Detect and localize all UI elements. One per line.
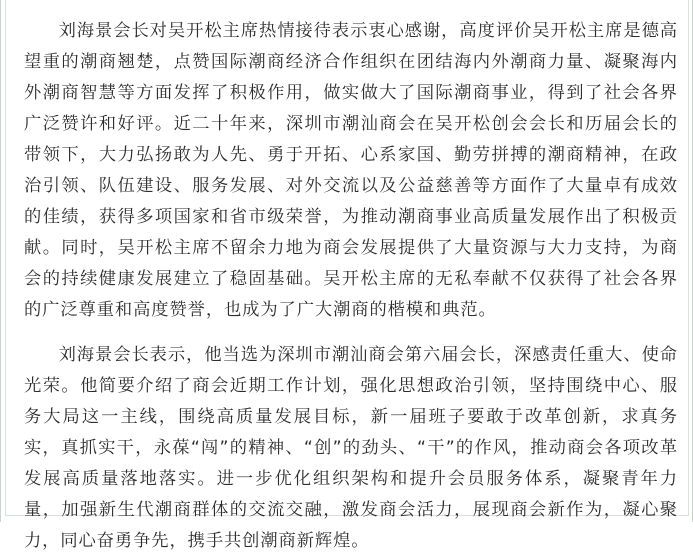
paragraph-2: 刘海景会长表示，他当选为深圳市潮汕商会第六届会长，深感责任重大、使命光荣。他简要介绍了商会近期工作计划，强化思想政治引领，坚持围绕中心、服务大局这一主线，围绕高质量发展目标，新一届班子要敢于改革创新，求真务实，真抓实干，永葆“闯”的精神、“创”的劲头、“干”的作风，推动商会各项改革发展高质量落地落实。进一步优化组织架构和提升会员服务体系，凝聚青年力量，加强新生代潮商群体的交流交融，激发商会活力，展现商会新作为，凝心聚力，同心奋勇争先，携手共创潮商新辉煌。 [24, 345, 678, 551]
content-frame [5, 0, 689, 551]
article-body [24, 16, 678, 557]
paragraph-1: 刘海景会长对吴开松主席热情接待表示衷心感谢，高度评价吴开松主席是德高望重的潮商翘楚，点赞国际潮商经济合作组织在团结海内外潮商力量、凝聚海内外潮商智慧等方面发挥了积极作用，做实做大了国际潮商事业，得到了社会各界广泛赞许和好评。近二十年来，深圳市潮汕商会在吴开松创会会长和历届会长的带领下，大力弘扬敢为人先、勇于开拓、心系家国、勤劳拼搏的潮商精神，在政治引领、队伍建设、服务发展、对外交流以及公益慈善等方面作了大量卓有成效的佳绩，获得多项国家和省市级荣誉，为推动潮商事业高质量发展作出了积极贡献。同时，吴开松主席不留余力地为商会发展提供了大量资源与大力支持，为商会的持续健康发展建立了稳固基础。吴开松主席的无私奉献不仅获得了社会各界的广泛尊重和高度赞誉，也成为了广大潮商的楷模和典范。 [24, 21, 678, 320]
